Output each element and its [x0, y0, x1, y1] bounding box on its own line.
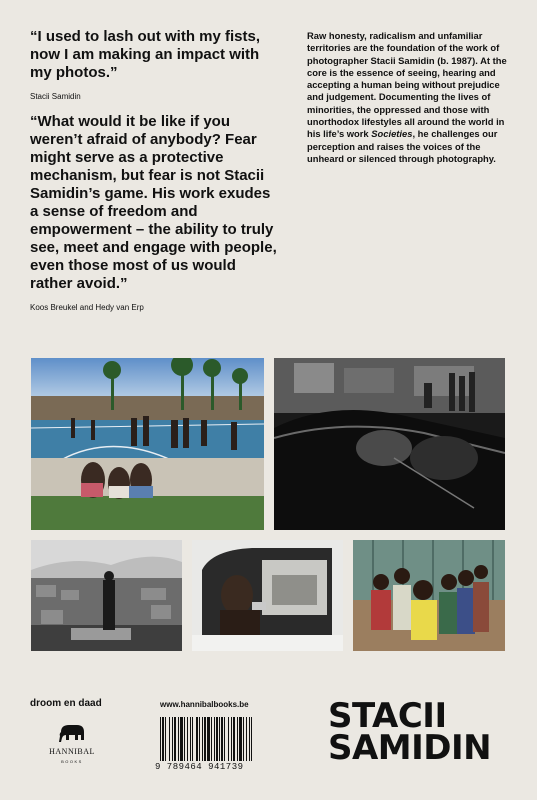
author-last-name: SAMIDIN	[328, 728, 492, 768]
author-name	[328, 696, 492, 768]
intro-part1: Raw honesty, radicalism and unfamiliar territories are the foundation of the work of photographer Stacii Samidin (b. 1987). At the core is the essence of seeing, hearing and accepting a human being without prejudice and judgement. Documenting the lives of minorities, the oppressed and those with unorthodox lifestyles all around the world in his life’s work	[307, 30, 507, 140]
intro-text	[307, 30, 512, 165]
intro-part2: , he challenges our perception and raises the voices of the unheard or silenced through photography.	[307, 128, 498, 164]
quote-main-text: “What would it be like if you weren’t afraid of anybody? Fear might serve as a protective mechanism, but fear is not Stacii Samidin’s game. His work exudes a sense of freedom and empowerment – the ability to truly see, meet and engage with people, even those most of us would rather avoid.”	[30, 113, 277, 292]
photo-car-street	[274, 358, 505, 530]
elephant-icon	[52, 722, 92, 749]
publisher-url: www.hannibalbooks.be	[160, 700, 249, 709]
barcode	[158, 717, 258, 767]
quote-main-author: Koos Breukel and Hedy van Erp	[30, 303, 144, 312]
photo-basketball-court	[31, 358, 264, 530]
publisher-droom-en-daad: droom en daad	[30, 698, 102, 709]
photo-rooftop-man	[31, 540, 182, 651]
quote-main	[30, 113, 280, 317]
author-first-name: STACII	[328, 696, 447, 736]
photo-car-window	[192, 540, 343, 651]
intro-italic: Societies	[371, 128, 413, 140]
isbn-number: 9 789464 941739	[155, 762, 244, 772]
publisher-hannibal-books: BOOKS	[61, 759, 83, 764]
quote-top-text: “I used to lash out with my fists, now I am making an impact with my photos.”	[30, 28, 261, 81]
quote-top	[30, 28, 280, 106]
photo-children	[353, 540, 505, 651]
publisher-hannibal: HANNIBAL	[49, 747, 95, 756]
quote-top-author: Stacii Samidin	[30, 92, 81, 101]
